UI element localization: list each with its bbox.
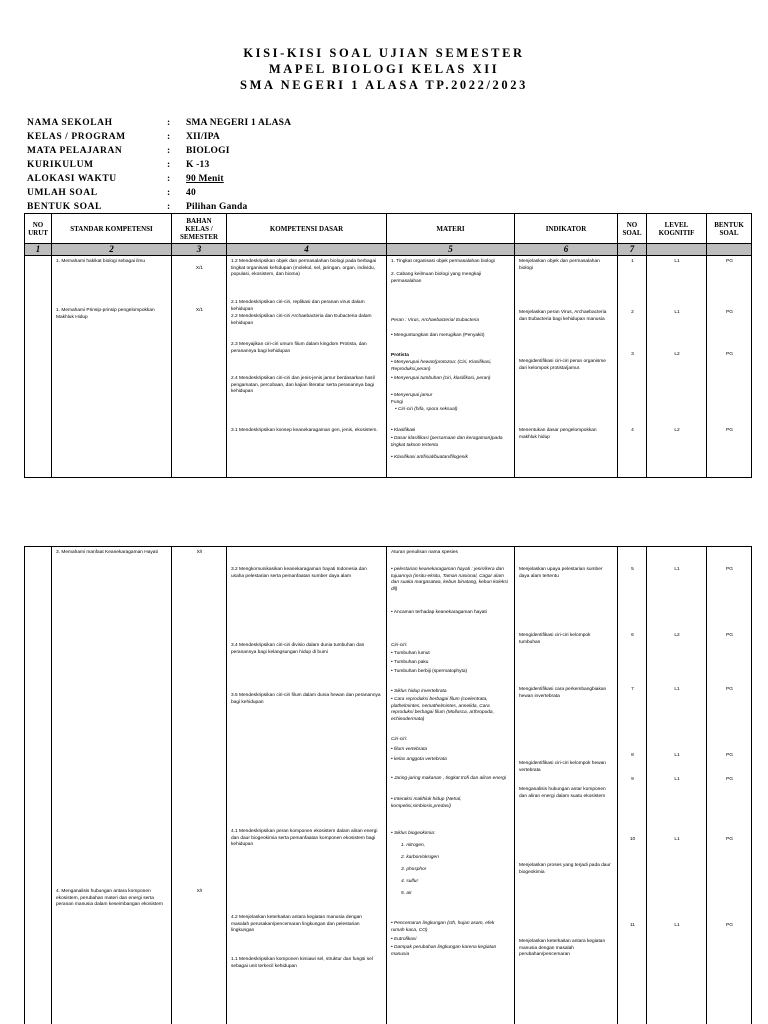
bentuk-cell	[707, 256, 752, 478]
info-row-curriculum: KURIKULUM : K -13	[27, 160, 210, 170]
materi-text: 4. sulfur	[401, 879, 419, 884]
materi-bullet: • Klasifikasi	[391, 428, 416, 433]
level-cell	[647, 256, 707, 478]
level-cell	[647, 547, 707, 1024]
grid-table-2	[24, 546, 752, 1024]
materi-bullet: • Tumbuhan paku	[391, 660, 429, 665]
sk-text: 1. Memahami hakikat biologi sebagai ilmu	[56, 259, 146, 264]
header-nosoal: NO SOAL	[618, 214, 647, 244]
level-text: L1	[674, 687, 680, 692]
materi-bullet: • Interaksi makhluk hidup (Netral, kompetisi,simbiosis,predasi)	[391, 797, 462, 809]
kd-text: 2.1 Mendeskripsikan ciri-ciri, replikasi dan peranan virus dalam kehidupan	[231, 300, 365, 312]
nosoal-cell	[618, 256, 647, 478]
materi-bullet: • Jaring-jaring makanan , tingkat trofi dan aliran energi	[391, 776, 507, 781]
indikator-text: Menjelaskan objek dan permasalahan biologi	[519, 259, 600, 271]
bentuk-text: PG	[726, 923, 733, 928]
materi-text: 3. phosphor	[401, 867, 427, 872]
header-kd: KOMPETENSI DASAR	[227, 214, 387, 244]
nosoal-text: 5	[631, 567, 634, 572]
nosoal-text: 1	[631, 259, 634, 264]
materi-bullet: • Klasifikasi artifisial/buatan/filogenik	[391, 455, 468, 460]
info-row-subject: MATA PELAJARAN : BIOLOGI	[27, 146, 230, 156]
bahan-cell	[172, 547, 227, 1024]
nosoal-text: 2	[631, 310, 634, 315]
bentuk-text: PG	[726, 310, 733, 315]
indikator-text: Mengidentifikasi ciri-ciri kelompok hewan vertebrata	[519, 761, 606, 773]
grid-table-1	[24, 213, 752, 478]
no-cell	[25, 256, 52, 478]
materi-cell	[387, 256, 515, 478]
kd-text: 3.4 Mendeskripsikan ciri-ciri divisio dalam dunia tumbuhan dan peranannya bagi kelangsungan hidup di bumi	[231, 643, 365, 655]
header-bahan: BAHAN KELAS / SEMESTER	[172, 214, 227, 244]
header-materi: MATERI	[387, 214, 515, 244]
sk-text: 1. Memahami Prinsip-prinsip pengelompokkan Makhluk Hidup	[56, 308, 155, 320]
sk-text: 4. Menganalisis hubungan antara komponen ekosistem, perubahan materi dan energi serta peranan manusia dalam keseimbangan ekosistem	[56, 889, 163, 908]
col-number	[707, 244, 752, 256]
indikator-text: Menjelaskan upaya pelestarian sumber daya alam tertentu	[519, 567, 603, 579]
bahan-text: X/I	[196, 889, 203, 894]
info-row-type: BENTUK SOAL : Pilihan Ganda	[27, 202, 248, 212]
level-text: L2	[674, 352, 680, 357]
bahan-text: X/I	[196, 550, 203, 555]
materi-text: Peran : Virus, Archaebacteria/ Eubacteria	[391, 318, 479, 323]
materi-cell	[387, 547, 515, 1024]
nosoal-text: 3	[631, 352, 634, 357]
bentuk-text: PG	[726, 687, 733, 692]
header-level: LEVEL KOGNITIF	[647, 214, 707, 244]
level-text: L1	[674, 310, 680, 315]
level-text: L1	[674, 837, 680, 842]
no-cell	[25, 547, 52, 1024]
col-number	[647, 244, 707, 256]
materi-bullet: • kelas anggota vertebrata	[391, 757, 447, 762]
indikator-text: Mengidentifikasi ciri-ciri kelompok tumbuhan	[519, 633, 591, 645]
col-number: 5	[387, 244, 515, 256]
col-number: 7	[618, 244, 647, 256]
kd-text: 1.1 Mendeskripsikan komponen kimiawi sel, struktur dan fungsi sel sebagai unit terkecil kehidupan	[231, 957, 373, 969]
materi-bullet: • Eutrofikasi	[391, 937, 417, 942]
indikator-cell	[515, 256, 618, 478]
materi-bullet: • Pencemaran lingkungan (cth, hujan asam, efek rumah kaca, CO)	[391, 921, 495, 933]
kd-text: 2.4 Mendeskripsikan ciri-ciri dan jenis-jenis jamur berdasarkan hasil pengamatan, percobaan, dan kajian literatur serta peranannya bagi kehidupan	[231, 376, 375, 395]
kd-text: 3.1 Mendeskripsikan konsep keanekaragaman gen, jenis, ekosistem.	[231, 428, 378, 433]
bentuk-text: PG	[726, 567, 733, 572]
nosoal-text: 7	[631, 687, 634, 692]
col-number: 6	[515, 244, 618, 256]
table-row	[25, 256, 752, 478]
level-text: L2	[674, 428, 680, 433]
kd-text: 2.3 Menyajikan ciri-ciri umum filum dalam kingdom Protista, dan peranannya bagi kehidupan	[231, 342, 367, 354]
bentuk-text: PG	[726, 259, 733, 264]
col-number: 1	[25, 244, 52, 256]
materi-bullet: • Menguntungkan dan merugikan (Penyakit)	[391, 333, 485, 338]
nosoal-text: 10	[629, 837, 636, 842]
bentuk-text: PG	[726, 352, 733, 357]
info-row-class: KELAS / PROGRAM : XII/IPA	[27, 132, 220, 142]
kd-text: 2.2 Mendeskripsikan ciri-ciri Archaebacteria dan Eubacteria dalam kehidupan	[231, 314, 372, 326]
bentuk-text: PG	[726, 753, 733, 758]
materi-bullet: • Ciri-ciri (hifa, spora seksual)	[395, 407, 458, 412]
nosoal-text: 6	[631, 633, 634, 638]
info-block	[27, 116, 291, 214]
header-indikator: INDIKATOR	[515, 214, 618, 244]
nosoal-cell	[618, 547, 647, 1024]
kd-cell	[227, 547, 387, 1024]
indikator-text: Menentukan dasar pengelompokkan makhluk hidup	[519, 428, 597, 440]
indikator-text: Menganalisis hubungan antar komponen dan aliran energi dalam suatu ekosistem	[519, 787, 606, 799]
info-row-school: NAMA SEKOLAH : SMA NEGERI 1 ALASA	[27, 118, 292, 128]
level-text: L2	[674, 633, 680, 638]
materi-bullet: • Menyerupai jamur	[391, 393, 433, 398]
nosoal-text: 11	[630, 923, 635, 928]
indikator-cell	[515, 547, 618, 1024]
column-number-row	[25, 244, 752, 256]
level-text: L1	[674, 777, 680, 782]
materi-text: 1. nitrogen,	[401, 843, 426, 848]
kd-text: 3.5 Mendeskripsikan ciri-ciri filum dalam dunia hewan dan peranannya bagi kehidupan	[231, 693, 381, 705]
doc-title-line3: SMA NEGERI 1 ALASA TP.2022/2023	[240, 78, 528, 92]
materi-bullet: • Siklus biogeokimia:	[391, 831, 436, 836]
level-text: L1	[674, 259, 680, 264]
materi-text: 2. Cabang keilmuan biologi yang mengkaji permasalahan	[391, 272, 482, 284]
materi-bullet: • Dampak perubahan lingkungan karena kegiatan manusia	[391, 945, 497, 957]
materi-bullet: • Tumbuhan berbiji (spermatophyta)	[391, 669, 468, 674]
bahan-cell	[172, 256, 227, 478]
materi-text: 1. Tingkat organisasi objek permasalahan biologi	[391, 259, 495, 264]
materi-text: Ciri-ciri:	[391, 737, 408, 742]
indikator-text: Mengidentifikasi cara perkembangbiakan hewan invertebrata	[519, 687, 607, 699]
table-row	[25, 547, 752, 1024]
doc-title-line1: KISI-KISI SOAL UJIAN SEMESTER	[243, 46, 525, 60]
bahan-text: X/1	[195, 308, 204, 313]
bentuk-text: PG	[726, 777, 733, 782]
col-number: 3	[172, 244, 227, 256]
materi-bullet: • Tumbuhan lumut	[391, 651, 430, 656]
indikator-text: Menjelaskan keterkaitan antara kegiatan manusia dengan masalah perubahan/pencemaran	[519, 939, 606, 958]
bentuk-text: PG	[726, 633, 733, 638]
materi-bullet: • Cara reproduksi berbagai filum (coelentrata, plathelmintes, nemathelmintes, annelida, Cara reproduksi berbagai filum (Mollusca, arthropoda, echinodermata)	[391, 697, 494, 722]
materi-bullet: • Menyerupai hewan(protozoa: (Ciri, Klasifikasi, Reproduksi,peran)	[391, 360, 492, 372]
kd-cell	[227, 256, 387, 478]
materi-bullet: • Dasar klasifikasi (persamaan dan keragaman)pada tingkat takson tertentu	[391, 436, 503, 448]
level-text: L1	[674, 923, 680, 928]
level-text: L1	[674, 567, 680, 572]
materi-text: 5. air	[401, 891, 412, 896]
doc-title-line2: MAPEL BIOLOGI KELAS XII	[268, 62, 500, 76]
materi-text: Aturan penulisan nama spesies	[391, 550, 458, 555]
sk-text: 3. Memahami manfaat Keanekaragaman Hayati	[56, 550, 158, 555]
materi-text: 2. karbon/oksigen	[401, 855, 439, 860]
info-row-time: ALOKASI WAKTU : 90 Menit	[27, 174, 224, 184]
kd-text: 3.2 Mengkomunikasikan keanekaragaman hayati Indonesia dan usaha pelestarian serta pemanfaatan sumber daya alam	[231, 567, 367, 579]
materi-bullet: • Ancaman terhadap keanekaragaman hayati	[391, 610, 487, 615]
nosoal-text: 8	[631, 753, 634, 758]
materi-bullet: • Menyerupai tumbuhan (ciri, klasifikasi, peran)	[391, 376, 491, 381]
indikator-text: Menjelaskan proses yang terjadi pada daur biogeokimia	[519, 863, 611, 875]
materi-text: Ciri-ciri:	[391, 643, 408, 648]
materi-text: Protista	[391, 353, 409, 358]
bentuk-text: PG	[726, 428, 733, 433]
sk-cell	[52, 256, 172, 478]
header-bentuk: BENTUK SOAL	[707, 214, 752, 244]
col-number: 4	[227, 244, 387, 256]
col-number: 2	[52, 244, 172, 256]
materi-bullet: • filum vertebrata	[391, 747, 428, 752]
bentuk-text: PG	[726, 837, 733, 842]
materi-bullet: • Siklus hidup invertebrata	[391, 689, 447, 694]
kd-text: 4.2 Menjelaskan keterkaitan antara kegiatan manusia dengan masalah perusakan/pencemaran lingkungan dan pelestarian lingkungan	[231, 915, 362, 934]
indikator-text: Menjelaskan peran Virus, Archaebacteria dan Eubacteria bagi kehidupan manusia	[519, 310, 607, 322]
level-text: L1	[674, 753, 680, 758]
materi-text: Fungi	[391, 400, 403, 405]
kd-text: 1.2 Mendeskripsikan objek dan permasalahan biologi pada berbagai tingkat organisasi kehidupan (molekul, sel, jaringan, organ, individu, populasi, ekosistem, dan bioma)	[231, 259, 377, 278]
bentuk-cell	[707, 547, 752, 1024]
info-row-count: UMLAH SOAL : 40	[27, 188, 196, 198]
nosoal-text: 9	[631, 777, 634, 782]
header-no: NO URUT	[25, 214, 52, 244]
bahan-text: X/1	[195, 266, 204, 271]
sk-cell	[52, 547, 172, 1024]
kd-text: 4.1 Mendeskripsikan peran komponen ekosistem dalam aliran energi dan daur biogeokimia serta pemanfaatan komponen ekosistem bagi kehidupan	[231, 829, 378, 848]
nosoal-text: 4	[631, 428, 634, 433]
indikator-text: Mengidentifikasi ciri-ciri peran organisme dari kelompok protista/jamur.	[519, 359, 606, 371]
header-sk: STANDAR KOMPETENSI	[52, 214, 172, 244]
materi-bullet: • pelestarian keanekaragaman hayati : jenis/kera dan tujuannya (insitu-eksitu, Taman nasional, Cagar alam dan suaka margasatwa, kebun binatang, kebun koleksi dll)	[391, 567, 508, 592]
